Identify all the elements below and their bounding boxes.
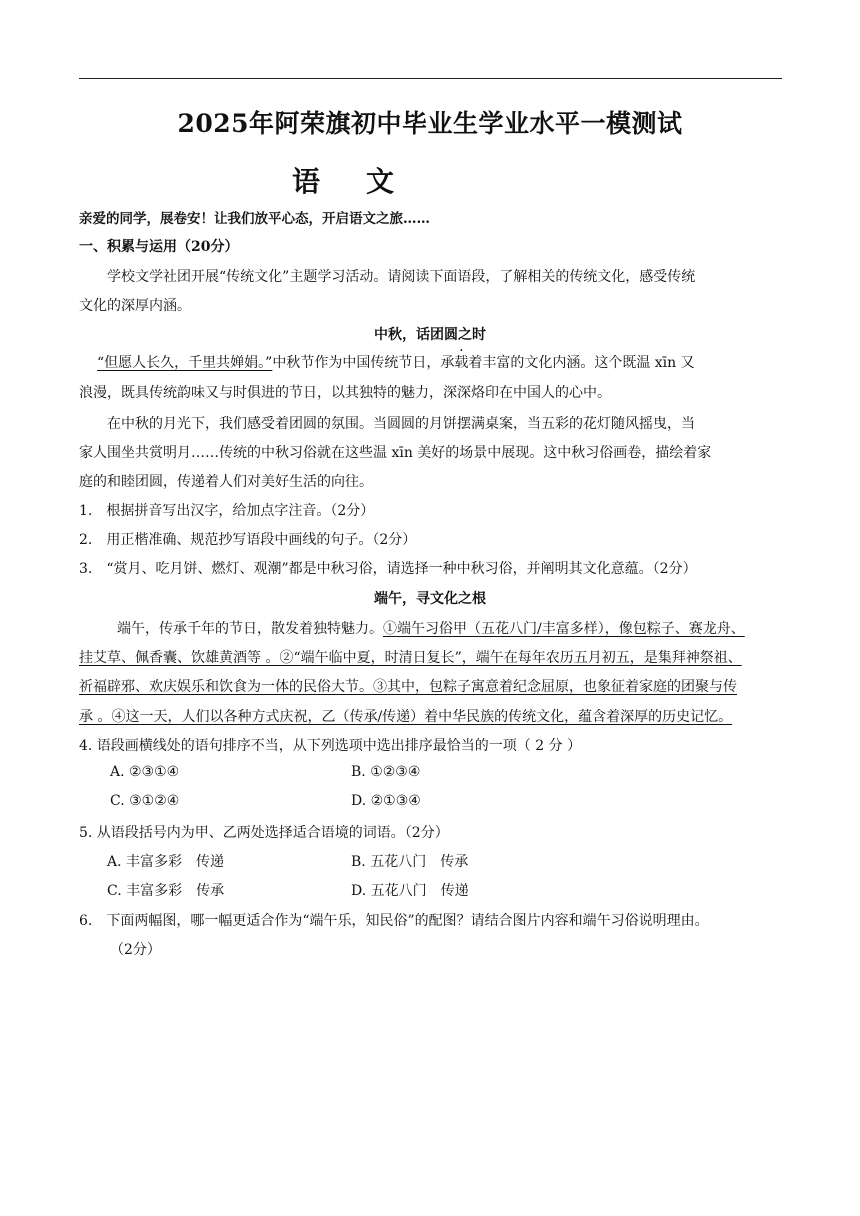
passage1-line: 浪漫，既具传统韵味又与时俱进的节日，以其独特的魅力，深深烙印在中国人的心中。 — [79, 385, 611, 401]
q4-option-a[interactable]: A. ②③①④ — [110, 764, 180, 780]
q5-option-a[interactable]: A. 丰富多彩 传递 — [107, 854, 225, 870]
passage2-title: 端午，寻文化之根 — [374, 591, 486, 607]
intro-line: 学校文学社团开展“传统文化”主题学习活动。请阅读下面语段，了解相关的传统文化，感受传统 — [107, 269, 696, 285]
question-6-points: （2分） — [110, 942, 161, 958]
passage1-title: 中秋，话团圆之时 — [374, 327, 486, 343]
passage-text: 着丰富的文化内涵。这个既温 xīn 又 — [468, 355, 695, 371]
underlined-quote: “但愿人长久，千里共婵娟。” — [97, 355, 273, 371]
passage2-line: 挂艾草、佩香囊、饮雄黄酒等 。②“端午临中夏，时清日复长”，端午在每年农历五月初五，是集拜神祭祖、 — [79, 650, 742, 666]
question-5: 5. 从语段括号内为甲、乙两处选择适合语境的词语。（2分） — [79, 825, 449, 841]
passage-text: 中秋节作为中国传统节日，承 — [272, 355, 455, 371]
passage2-line: 承 。④这一天，人们以各种方式庆祝，乙（传承/传递）着中华民族的传统文化，蕴含着深厚的历史记忆。 — [79, 709, 733, 725]
question-2: 2. 用正楷准确、规范抄写语段中画线的句子。（2分） — [79, 532, 417, 548]
question-3: 3. “赏月、吃月饼、燃灯、观潮”都是中秋习俗，请选择一种中秋习俗，并阐明其文化意蕴。（2分） — [79, 561, 697, 577]
dotted-char: 载 — [454, 355, 469, 371]
q4-option-b[interactable]: B. ①②③④ — [351, 764, 421, 780]
q5-option-d[interactable]: D. 五花八门 传递 — [351, 883, 469, 899]
subject-title: 语文 — [292, 165, 441, 198]
header-rule — [79, 78, 782, 79]
passage-text: 端午，传承千年的节日，散发着独特魅力。 — [117, 621, 383, 637]
question-1: 1. 根据拼音写出汉字，给加点字注音。（2分） — [79, 503, 375, 519]
q4-option-c[interactable]: C. ③①②④ — [110, 793, 180, 809]
passage1-line: 在中秋的月光下，我们感受着团圆的氛围。当圆圆的月饼摆满桌案，当五彩的花灯随风摇曳，当 — [107, 416, 695, 432]
passage2-line — [117, 618, 745, 638]
q5-option-c[interactable]: C. 丰富多彩 传承 — [107, 883, 225, 899]
greeting: 亲爱的同学，展卷安！让我们放平心态，开启语文之旅…… — [79, 211, 430, 227]
passage2-line: 祈福辟邪、欢庆娱乐和饮食为一体的民俗大节。③其中，包粽子寓意着纪念屈原，也象征着家庭的团聚与传 — [79, 679, 737, 695]
question-6: 6. 下面两幅图，哪一幅更适合作为“端午乐，知民俗”的配图？请结合图片内容和端午习俗说明理由。 — [79, 913, 709, 929]
q4-option-d[interactable]: D. ②①③④ — [351, 793, 421, 809]
passage1-line: 庭的和睦团圆，传递着人们对美好生活的向往。 — [79, 474, 373, 490]
q5-option-b[interactable]: B. 五花八门 传承 — [351, 854, 469, 870]
section-heading: 一、积累与运用（20分） — [79, 239, 239, 255]
exam-title: 2025年阿荣旗初中毕业生学业水平一模测试 — [177, 109, 683, 138]
passage1-line: 家人围坐共赏明月……传统的中秋习俗就在这些温 xīn 美好的场景中展现。这中秋习俗画卷，描绘着家 — [79, 445, 712, 461]
intro-line: 文化的深厚内涵。 — [79, 298, 191, 314]
underlined-sentence: ①端午习俗甲（五花八门/丰富多样），像包粽子、赛龙舟、 — [383, 621, 745, 637]
question-4: 4. 语段画横线处的语句排序不当，从下列选项中选出排序最恰当的一项（ 2 分 ） — [79, 738, 582, 754]
passage1-line — [97, 352, 695, 372]
